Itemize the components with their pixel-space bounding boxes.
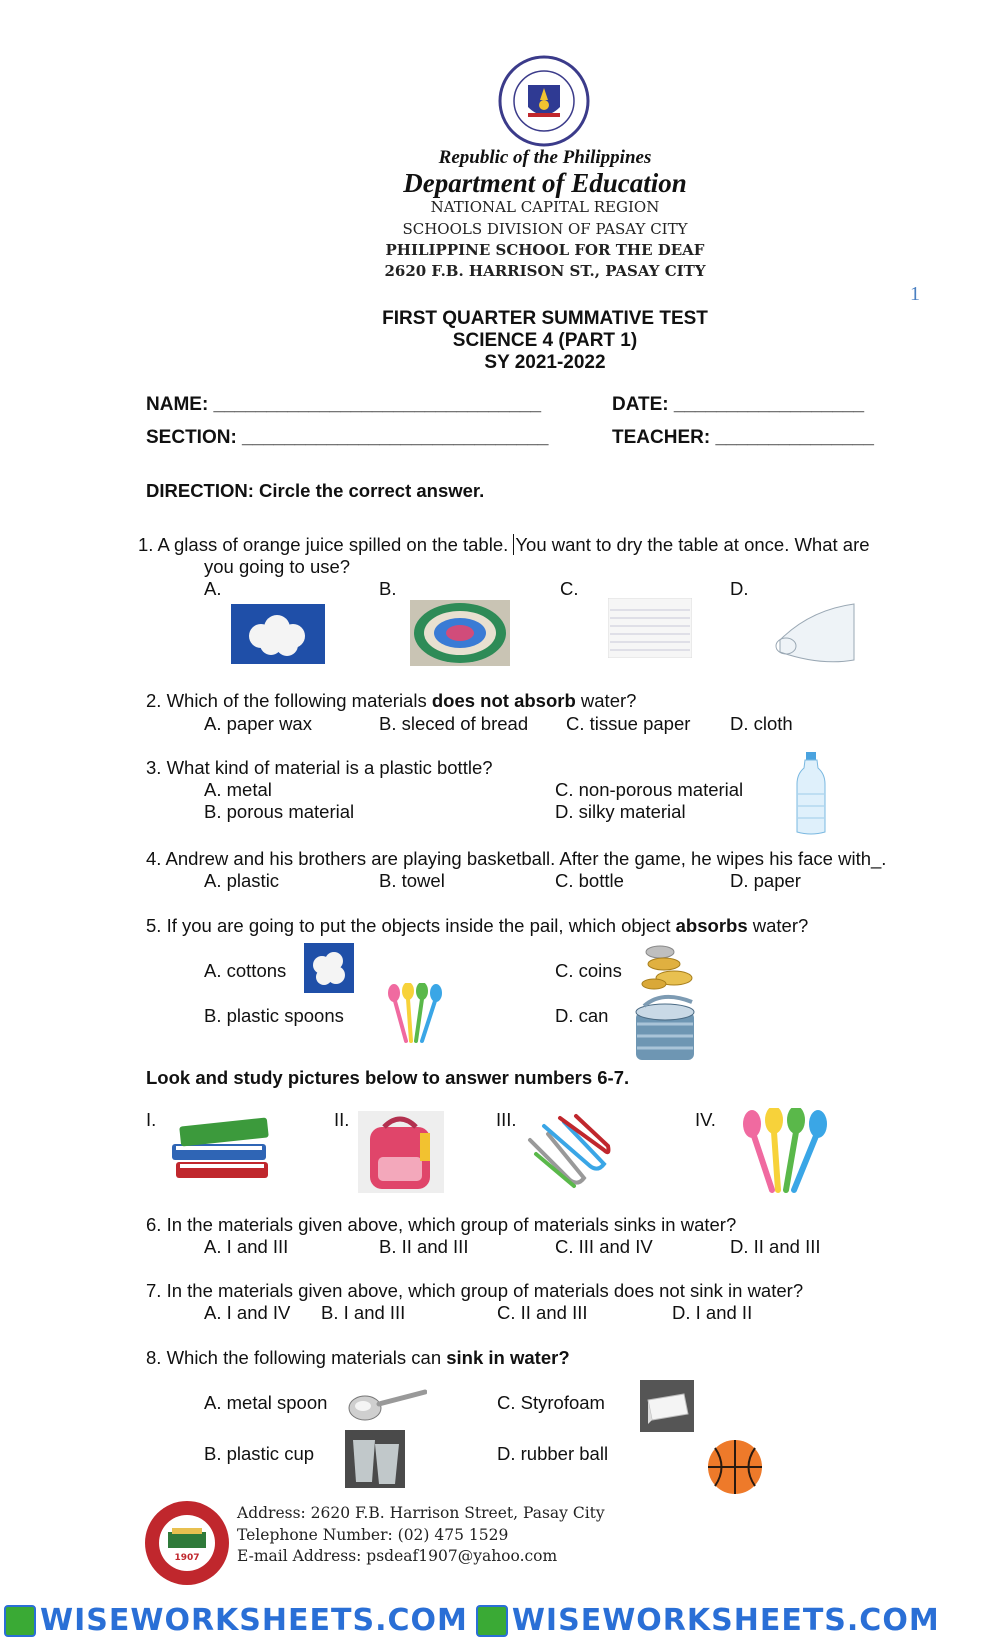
plastic-sheet-image <box>770 600 858 668</box>
numeral-4: IV. <box>695 1109 716 1130</box>
q2-option-a[interactable]: A. paper wax <box>204 713 312 734</box>
numeral-1: I. <box>146 1109 157 1130</box>
lined-paper-image <box>608 598 692 658</box>
question-6: 6. In the materials given above, which group of materials sinks in water? <box>146 1214 737 1235</box>
question-5-pre: 5. If you are going to put the objects inside the pail, which object <box>146 915 676 936</box>
test-sy: SY 2021-2022 <box>484 352 606 373</box>
question-8-bold: sink in water? <box>446 1347 570 1368</box>
q6-option-d[interactable]: D. II and III <box>730 1236 821 1257</box>
metal-spoon-image <box>345 1382 427 1430</box>
date-field[interactable]: DATE: __________________ <box>612 394 865 415</box>
numeral-3: III. <box>496 1109 517 1130</box>
question-1-text-a: 1. A glass of orange juice spilled on the table. <box>138 534 514 555</box>
q2-option-d[interactable]: D. cloth <box>730 713 793 734</box>
q2-option-c[interactable]: C. tissue paper <box>566 713 691 734</box>
page-number: 1 <box>910 283 920 305</box>
direction: DIRECTION: Circle the correct answer. <box>146 480 485 501</box>
q3-option-b[interactable]: B. porous material <box>204 801 355 822</box>
q8-option-b[interactable]: B. plastic cup <box>204 1443 315 1464</box>
q5-option-d[interactable]: D. can <box>555 1005 609 1026</box>
question-1 <box>138 534 938 556</box>
q6-option-c[interactable]: C. III and IV <box>555 1236 653 1257</box>
question-8 <box>146 1347 570 1369</box>
rubber-ball-image <box>706 1438 764 1496</box>
division: SCHOOLS DIVISION OF PASAY CITY <box>402 220 688 238</box>
can-image <box>632 992 698 1066</box>
q7-option-a[interactable]: A. I and IV <box>204 1302 291 1323</box>
footer-email: E-mail Address: psdeaf1907@yahoo.com <box>237 1547 558 1565</box>
plastic-cup-image <box>345 1430 405 1488</box>
q7-option-d[interactable]: D. I and II <box>672 1302 753 1323</box>
backpack-image <box>358 1111 444 1193</box>
q4-option-a[interactable]: A. plastic <box>204 870 280 891</box>
school-address: 2620 F.B. HARRISON ST., PASAY CITY <box>384 262 706 280</box>
q5-option-b[interactable]: B. plastic spoons <box>204 1005 344 1026</box>
question-3: 3. What kind of material is a plastic bottle? <box>146 757 493 778</box>
section-field[interactable]: SECTION: _____________________________ <box>146 427 549 448</box>
q8-option-a[interactable]: A. metal spoon <box>204 1392 328 1413</box>
q1-option-b[interactable]: B. <box>379 578 397 599</box>
q7-option-b[interactable]: B. I and III <box>321 1302 406 1323</box>
school-seal-icon <box>142 1500 232 1586</box>
q5-option-a[interactable]: A. cottons <box>204 960 287 981</box>
name-field[interactable]: NAME: _______________________________ <box>146 394 542 415</box>
question-2-bold: does not absorb <box>431 690 576 711</box>
region: NATIONAL CAPITAL REGION <box>430 198 660 216</box>
q3-option-c[interactable]: C. non-porous material <box>555 779 744 800</box>
q4-option-b[interactable]: B. towel <box>379 870 445 891</box>
department-heading: Department of Education <box>403 168 687 198</box>
styrofoam-image <box>640 1380 694 1432</box>
crochet-cloth-image <box>410 600 510 666</box>
q1-option-a[interactable]: A. <box>204 578 222 599</box>
question-5-post: water? <box>747 915 809 936</box>
question-7: 7. In the materials given above, which group of materials does not sink in water? <box>146 1280 804 1301</box>
question-1-text-b: You want to dry the table at once. What are <box>515 534 870 555</box>
watermark-text-2: WISEWORKSHEETS.COM <box>511 1603 940 1638</box>
q7-option-c[interactable]: C. II and III <box>497 1302 588 1323</box>
paper-clips-image <box>520 1110 616 1190</box>
test-subject: SCIENCE 4 (PART 1) <box>452 330 638 351</box>
question-2-pre: 2. Which of the following materials <box>146 690 432 711</box>
watermark-logo-icon-2 <box>476 1605 508 1637</box>
question-5-bold: absorbs <box>675 915 748 936</box>
question-5 <box>146 915 808 937</box>
footer-phone: Telephone Number: (02) 475 1529 <box>237 1526 509 1544</box>
q1-option-c[interactable]: C. <box>560 578 579 599</box>
footer-address: Address: 2620 F.B. Harrison Street, Pasay City <box>237 1504 605 1522</box>
question-1-text-c: you going to use? <box>204 556 351 577</box>
coins-image <box>640 940 696 992</box>
seal-year: 1907 <box>174 1553 200 1563</box>
question-2-post: water? <box>575 690 637 711</box>
q4-option-d[interactable]: D. paper <box>730 870 801 891</box>
watermark-logo-icon <box>4 1605 36 1637</box>
plastic-spoons-small-image <box>384 983 448 1045</box>
q6-option-a[interactable]: A. I and III <box>204 1236 289 1257</box>
plastic-spoons-image <box>738 1108 834 1196</box>
question-8-pre: 8. Which the following materials can <box>146 1347 447 1368</box>
q6-option-b[interactable]: B. II and III <box>379 1236 469 1257</box>
q5-option-c[interactable]: C. coins <box>555 960 622 981</box>
school-name: PHILIPPINE SCHOOL FOR THE DEAF <box>385 241 705 259</box>
q8-option-c[interactable]: C. Styrofoam <box>497 1392 605 1413</box>
plastic-bottle-image <box>794 752 828 836</box>
deped-seal-icon <box>498 55 590 147</box>
question-4: 4. Andrew and his brothers are playing basketball. After the game, he wipes his face with_. <box>146 848 887 869</box>
watermark-text-1: WISEWORKSHEETS.COM <box>40 1603 468 1638</box>
q2-option-b[interactable]: B. sleced of bread <box>379 713 529 734</box>
q1-option-d[interactable]: D. <box>730 578 749 599</box>
q3-option-d[interactable]: D. silky material <box>555 801 686 822</box>
numeral-2: II. <box>334 1109 350 1130</box>
cotton-small-image <box>304 943 354 993</box>
test-title: FIRST QUARTER SUMMATIVE TEST <box>382 308 708 329</box>
teacher-field[interactable]: TEACHER: _______________ <box>612 427 874 448</box>
watermark-bar <box>0 1603 1000 1643</box>
books-image <box>168 1110 276 1186</box>
q3-option-a[interactable]: A. metal <box>204 779 272 800</box>
republic-heading: Republic of the Philippines <box>438 147 652 168</box>
question-2 <box>146 690 636 712</box>
q8-option-d[interactable]: D. rubber ball <box>497 1443 609 1464</box>
cotton-balls-image <box>231 604 325 664</box>
look-instruction: Look and study pictures below to answer numbers 6-7. <box>146 1067 630 1088</box>
q4-option-c[interactable]: C. bottle <box>555 870 624 891</box>
